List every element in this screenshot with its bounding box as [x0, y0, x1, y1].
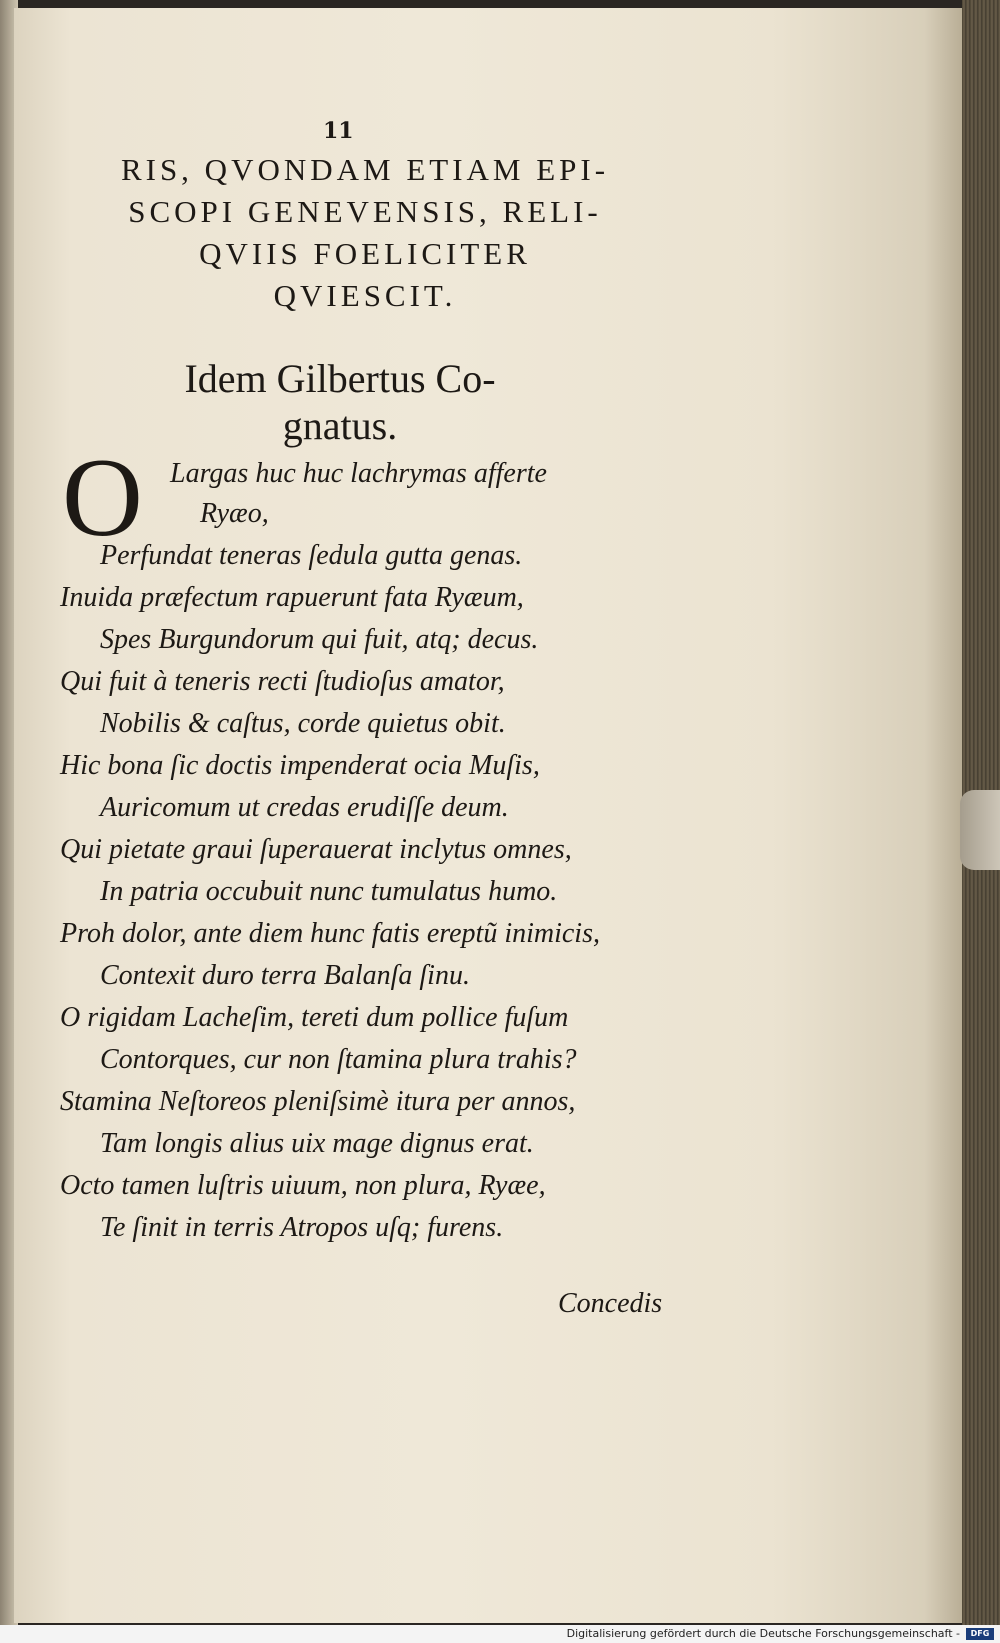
catchword: Concedis: [558, 1288, 663, 1319]
verse-line: Perfundat teneras ſedula gutta genas.: [100, 540, 523, 571]
poem-heading-line-1: Idem Gilbertus Co-: [184, 356, 496, 401]
verse-line: Auricomum ut credas erudiſſe deum.: [100, 792, 509, 823]
verse-line: Tam longis alius uix mage dignus erat.: [100, 1128, 534, 1159]
caption-line-1: RIS, QVONDAM ETIAM EPI-: [120, 152, 610, 187]
drop-cap: O: [62, 436, 143, 560]
footer-credit: Digitalisierung gefördert durch die Deutsche Forschungsgemeinschaft -: [566, 1627, 960, 1640]
verse-line: Qui pietate graui ſuperauerat inclytus omnes,: [60, 834, 572, 865]
caption-line-3: QVIIS FOELICITER: [199, 236, 531, 271]
folio-number: 11: [323, 118, 354, 144]
verse-line: Nobilis & caſtus, corde quietus obit.: [100, 708, 506, 739]
verse-line: Contorques, cur non ſtamina plura trahis?: [100, 1044, 577, 1075]
page-clip: [960, 790, 1000, 870]
verse-line: Inuida præfectum rapuerunt fata Ryæum,: [60, 582, 524, 613]
verse-line: Largas huc huc lachrymas afferte: [170, 458, 547, 489]
verse-line: In patria occubuit nunc tumulatus humo.: [100, 876, 558, 907]
verse-line: Octo tamen luſtris uiuum, non plura, Ryæe,: [60, 1170, 546, 1201]
verse-line: Contexit duro terra Balanſa ſinu.: [100, 960, 470, 991]
verse-line: Stamina Neſtoreos pleniſsimè itura per annos,: [60, 1086, 576, 1117]
verse-line: O rigidam Lacheſim, tereti dum pollice fuſum: [60, 1002, 569, 1033]
verse-line: Te ſinit in terris Atropos uſq; furens.: [100, 1212, 504, 1243]
verse-line: Proh dolor, ante diem hunc fatis ereptũ inimicis,: [60, 918, 600, 949]
verse-line: Hic bona ſic doctis impenderat ocia Muſis,: [60, 750, 540, 781]
poem-heading-line-2: gnatus.: [282, 403, 398, 448]
verse-line: Spes Burgundorum qui fuit, atq; decus.: [100, 624, 539, 655]
verse-line: Qui fuit à teneris recti ſtudioſus amator,: [60, 666, 505, 697]
caption-line-4: QVIESCIT.: [273, 278, 457, 313]
caption-line-2: SCOPI GENEVENSIS, RELI-: [128, 194, 602, 229]
verse-line: Ryæo,: [200, 498, 269, 529]
dfg-logo: DFG: [966, 1628, 994, 1640]
